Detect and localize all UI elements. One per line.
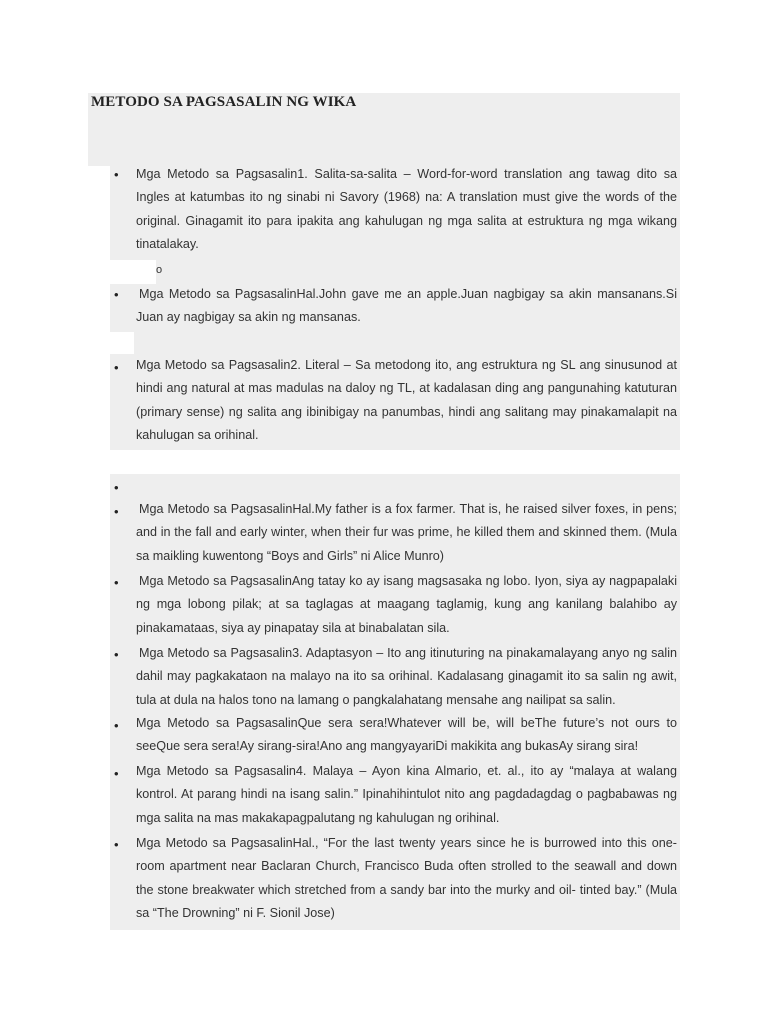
list-bullet: • [114,480,119,495]
list-item: Mga Metodo sa Pagsasalin1. Salita-sa-salita – Word-for-word translation ang tawag dito sa Ingles at katumbas ito ng sinabi ni Savory (1968) na: A translation must give the words of the original. Ginagamit ito para ipakita ang kahulugan ng mga salita at estruktura ng mga wikang tinatalakay. [136,167,677,252]
list-item: Mga Metodo sa Pagsasalin4. Malaya – Ayon kina Almario, et. al., ito ay “malaya at walang kontrol. At parang hindi na isang salin.” Ipinahihintulot nito ang pagdadagdag o pagbabawas ng mga salita na mas makakapagpalutang ng kahulugan ng orihinal. [136,764,677,825]
background-gap [110,260,156,284]
list-bullet: • [114,766,119,781]
list-item: Mga Metodo sa Pagsasalin3. Adaptasyon – Ito ang itinuturing na pinakamalayang anyo ng salin dahil may pagkakataon na malayo na ito sa orihinal. Kadalasang ginagamit ito sa salin ng awit, tula at dula na halos tono na lamang o pangkalahatang mensahe ang nailipat sa salin. [136,646,677,707]
list-item: Mga Metodo sa PagsasalinHal., “For the last twenty years since he is burrowed into this one-room apartment near Baclaran Church, Francisco Buda often strolled to the seawall and down the stone breakwater which stretched from a sandy bar into the murky and oil- tinted bay.” (Mula sa “The Drowning” ni F. Sionil Jose) [136,836,677,921]
list-bullet: • [114,718,119,733]
list-bullet: • [114,287,119,302]
list-item: Mga Metodo sa PagsasalinHal.John gave me an apple.Juan nagbigay sa akin mansanans.Si Juan ay nagbigay sa akin ng mansanas. [136,287,677,325]
page-title: METODO SA PAGSASALIN NG WIKA [91,94,357,110]
list-item: Mga Metodo sa PagsasalinHal.My father is a fox farmer. That is, he raised silver foxes, in pens; and in the fall and early winter, when their fur was prime, he killed them and skinned them. (Mula sa maikling kuwentong “Boys and Girls” ni Alice Munro) [136,502,677,563]
list-bullet: • [114,575,119,590]
list-item: Mga Metodo sa PagsasalinAng tatay ko ay isang magsasaka ng lobo. Iyon, siya ay nagpapalaki ng mga lobong pilak; at sa taglagas at maagang taglamig, kung ang kanilang balahibo ay pinakamataas, siya ay pinapatay sila at binabalatan sila. [136,574,677,635]
list-item: Mga Metodo sa Pagsasalin2. Literal – Sa metodong ito, ang estruktura ng SL ang sinusunod at hindi ang natural at mas madulas na daloy ng TL, at kadalasan ding ang pangunahing katuturan (primary sense) ng salita ang ibinibigay na panumbas, hindi ang salitang may pinakamalapit na kahulugan sa orihinal. [136,358,677,443]
background-gap [110,332,134,354]
list-bullet: • [114,647,119,662]
list-bullet: • [114,837,119,852]
list-bullet: • [114,504,119,519]
list-bullet: • [114,167,119,182]
list-item: Mga Metodo sa PagsasalinQue sera sera!Whatever will be, will beThe future’s not ours to seeQue sera sera!Ay sirang-sira!Ano ang mangyayariDi makikita ang bukasAy sirang sira! [136,716,677,754]
list-bullet: • [114,360,119,375]
title-band [88,93,680,166]
sub-list-bullet: o [156,264,163,276]
